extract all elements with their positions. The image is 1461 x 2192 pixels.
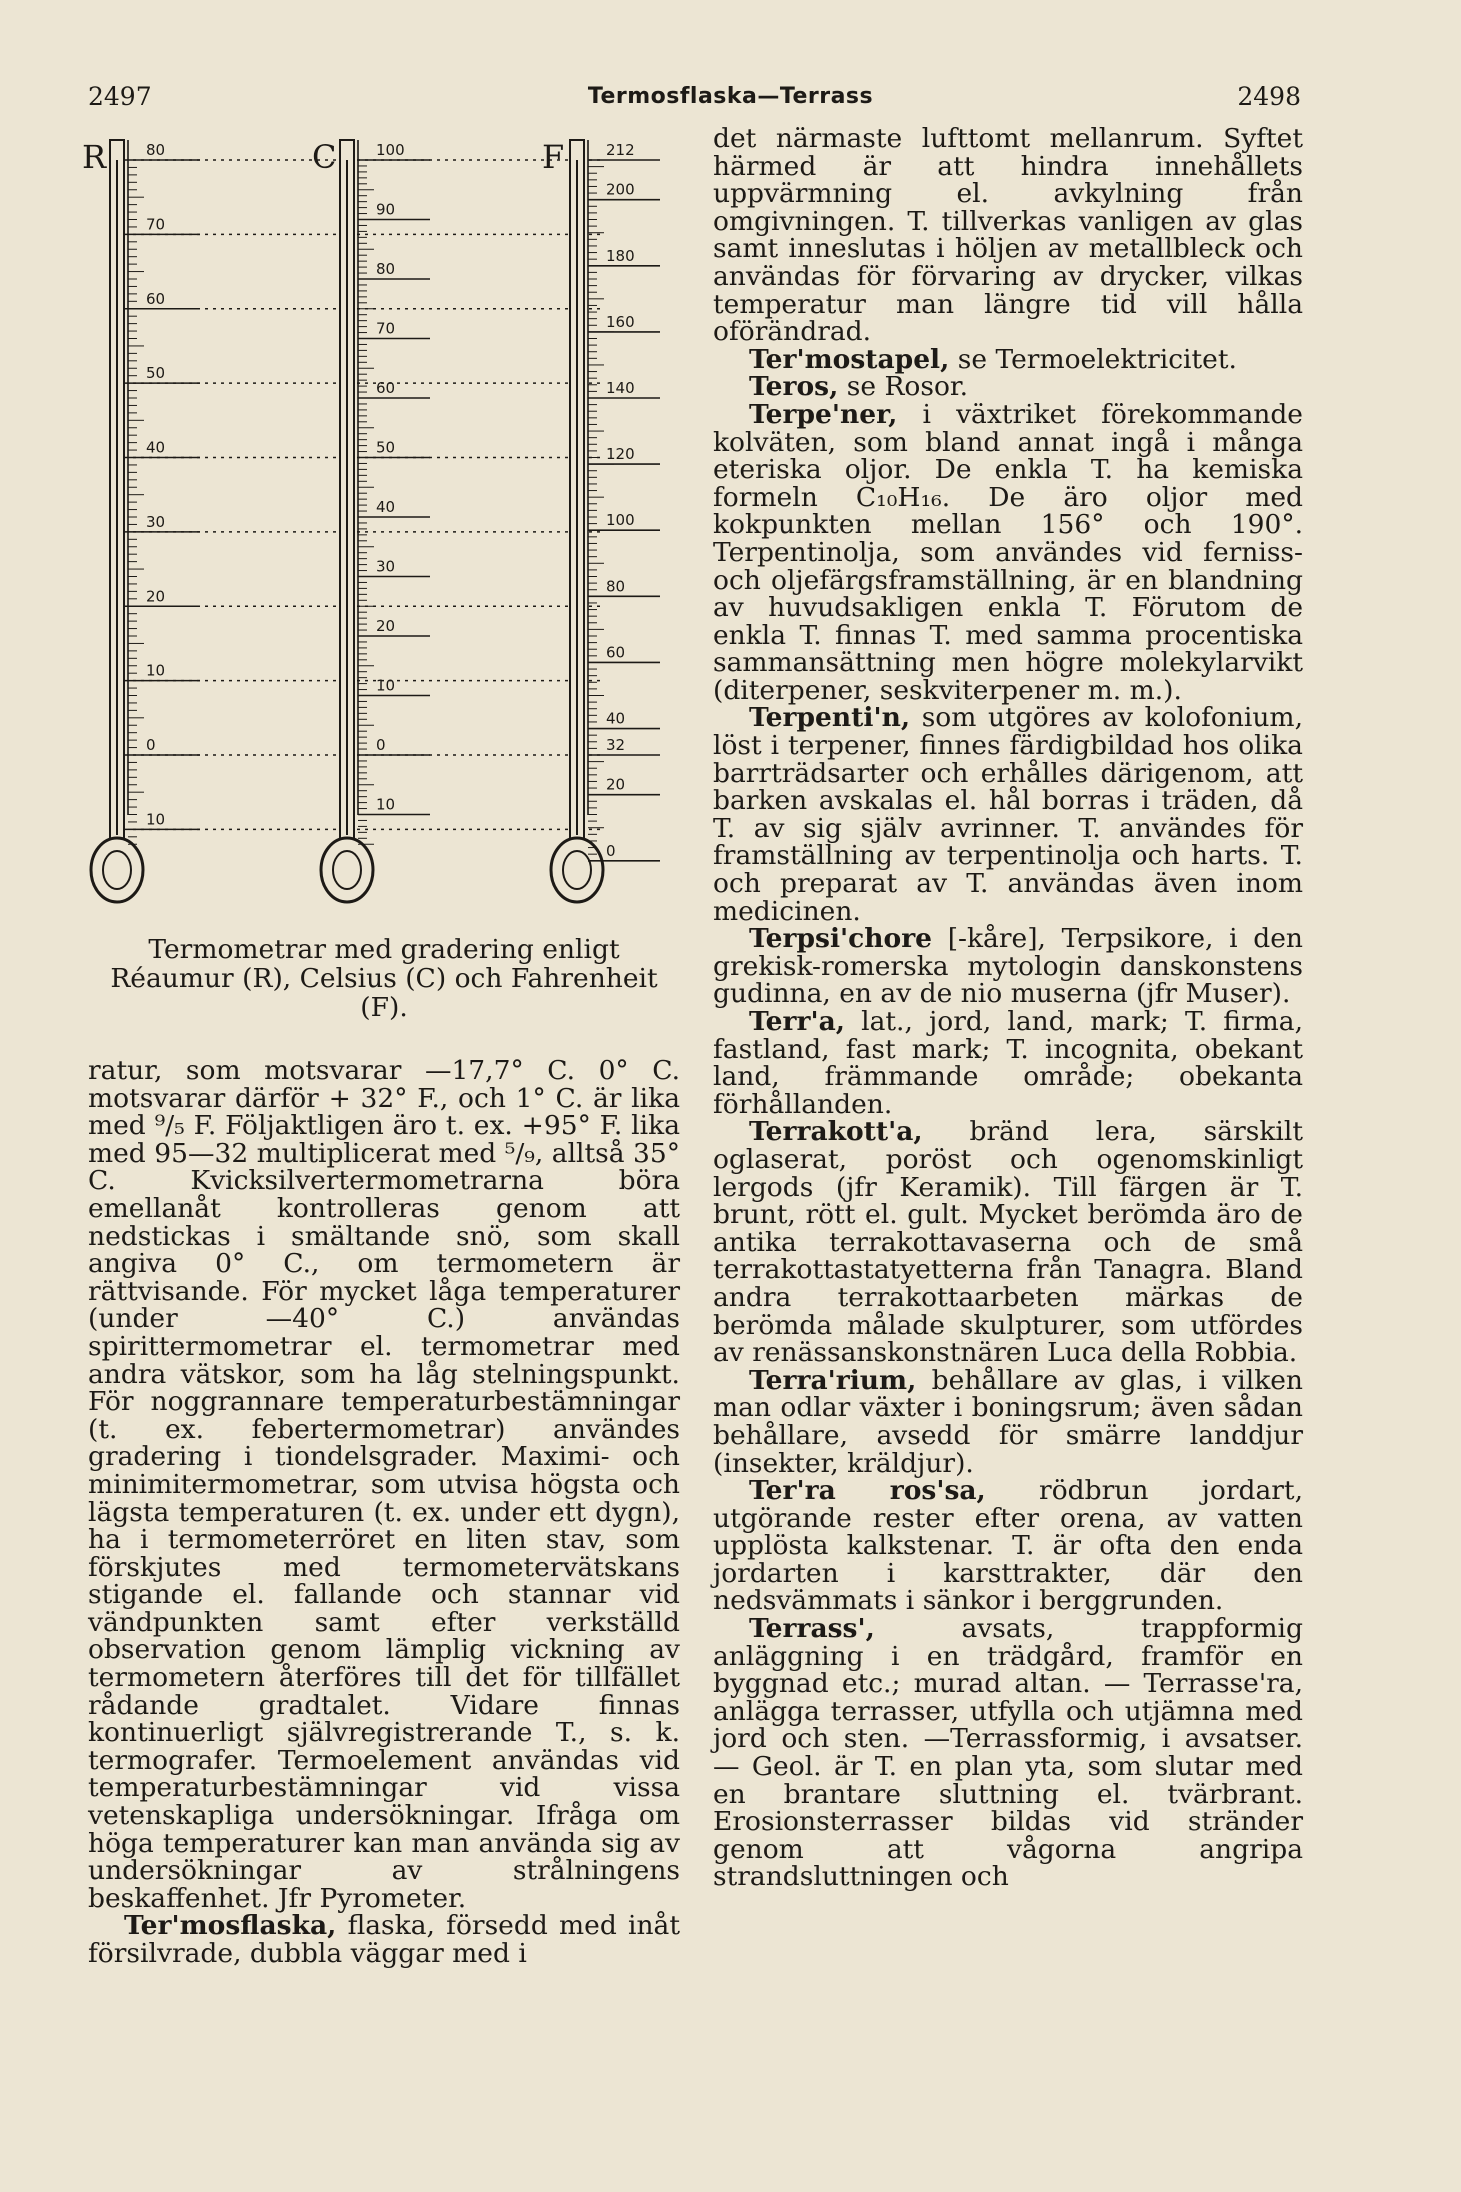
left-column: [88, 1057, 680, 1968]
scale-label: 10: [146, 661, 166, 680]
entry-headword: Terrakott'a,: [749, 1116, 923, 1148]
scale-label: 40: [376, 498, 396, 516]
scale-label: 80: [606, 577, 626, 596]
scale-label: 60: [376, 379, 396, 397]
scale-label: 30: [146, 512, 166, 531]
entry-text: i växtriket förekommande kolväten, som bland annat ingå i många eteriska oljor. De enkla T. ha kemiska formeln C₁₀H₁₆. De äro oljor med kokpunkten mellan 156° och 190°. Terpentinolja, som användes vid ferniss- och oljefärgsframställning, är en blandning av huvudsakligen enkla T. Förutom de enkla T. finnas T. med samma procentiska sammansättning men högre molekylarvikt (diterpener, seskviterpener m. m.).: [713, 398, 1303, 706]
scale-label: 70: [376, 319, 396, 338]
dictionary-entry: [713, 1477, 1303, 1615]
dictionary-entry: [713, 925, 1303, 1008]
entry-headword: Terr'a,: [749, 1006, 845, 1037]
scale-letter: R: [82, 138, 107, 176]
dictionary-entry: [88, 1912, 680, 1967]
entry-headword: Teros,: [749, 371, 839, 403]
entry-continuation: [713, 125, 1303, 346]
scale-label: 60: [606, 643, 626, 662]
scale-label: 30: [376, 557, 396, 576]
scale-label: 200: [606, 180, 635, 199]
scale-label: 120: [606, 445, 635, 464]
entry-text: bränd lera, särskilt oglaserat, poröst och ogenomskinligt lergods (jfr Keramik). Till färgen är T. brunt, rött el. gult. Mycket berömda äro de antika terrakottavaserna och de små terrakottastatyetterna från Tanagra. Bland andra terrakottaarbeten märkas de berömda målade skulpturer, som utfördes av renässanskonstnären Luca della Robbia.: [713, 1116, 1303, 1369]
thermometer-figure: [80, 125, 680, 935]
entry-text: lat., jord, land, mark; T. firma, fastland, fast mark; T. incognita, obekant land, främmande område; obekanta förhållanden.: [713, 1006, 1303, 1120]
entry-text: se Rosor.: [838, 371, 969, 403]
scale-label: 180: [606, 246, 635, 265]
scale-label: 70: [146, 215, 166, 234]
entry-continuation: [88, 1057, 680, 1912]
scale-label: 20: [606, 775, 626, 794]
entry-headword: Terpenti'n,: [749, 702, 911, 734]
entry-text: se Termoelektricitet.: [949, 343, 1237, 375]
scale-label: 20: [146, 587, 166, 606]
entry-headword: Ter'mostapel,: [749, 343, 950, 375]
scale-label: 90: [376, 200, 396, 219]
scale-label: 100: [606, 511, 635, 530]
page-number-right: 2498: [1237, 82, 1301, 111]
scale-label: 80: [146, 141, 166, 159]
entry-headword: Terpsi'chore: [749, 923, 933, 955]
entry-headword: Terpe'ner,: [749, 398, 898, 430]
entry-text: som utgöres av kolofonium, löst i terpener, finnes färdigbildad hos olika barrträdsarter och erhålles därigenom, att barken avskalas el. hål borras i träden, då T. av sig själv avrinner. T. användes för framställning av terpentinolja och harts. T. och preparat av T. användas även inom medicinen.: [713, 702, 1303, 927]
scale-label: 50: [376, 438, 396, 457]
scale-label: 10: [146, 810, 166, 829]
entry-text: [-kåre], Terpsikore, i den grekisk-romerska mytologin danskonstens gudinna, en av de nio muserna (jfr Muser).: [713, 923, 1303, 1010]
scale-label: 60: [146, 289, 166, 308]
scale-label: 160: [606, 312, 635, 331]
scale-letter: F: [542, 138, 565, 176]
entry-headword: Ter'ra ros'sa,: [749, 1475, 986, 1507]
entry-text: ratur, som motsvarar —17,7° C. 0° C. motsvarar därför + 32° F., och 1° C. är lika med ⁹/₅ F. Följaktligen äro t. ex. +95° F. lika med 95—32 multiplicerat med ⁵/₉, alltså 35° C. Kvicksilvertermometrarna böra emellanåt kontrolleras genom att nedstickas i smältande snö, som skall angiva 0° C., om termometern är rättvisande. För mycket låga temperaturer (under —40° C.) användas spirittermometrar el. termometrar med andra vätskor, som ha låg stelningspunkt. För noggrannare temperaturbestämningar (t. ex. febertermometrar) användes gradering i tiondelsgrader. Maximi- och minimitermometrar, som utvisa högsta och lägsta temperaturen (t. ex. under ett dygn), ha i termometerröret en liten stav, som förskjutes med termometervätskans stigande el. fallande och stannar vid vändpunkten samt efter verkställd observation genom lämplig vickning av termometern återföres till det för tillfället rådande gradtalet. Vidare finnas kontinuerligt självregistrerande T., s. k. termografer. Termoelement användas vid temperaturbestämningar vid vissa vetenskapliga undersökningar. Ifråga om höga temperaturer kan man använda sig av undersökningar av strålningens beskaffenhet. Jfr Pyrometer.: [88, 1055, 680, 1914]
scale-label: 20: [376, 617, 396, 635]
entry-text: rödbrun jordart, utgörande rester efter orena, av vatten upplösta kalkstenar. T. är ofta den enda jordarten i karsttrakter, där den nedsvämmats i sänkor i berggrunden.: [713, 1475, 1303, 1617]
dictionary-entry: [713, 373, 1303, 401]
entry-headword: Terrass',: [749, 1613, 875, 1645]
entry-text: avsats, trappformig anläggning i en trädgård, framför en byggnad etc.; murad altan. — Terrasse'ra, anlägga terrasser, utfylla och utjämna med jord och sten. —Terrassformig, i avsatser. — Geol. är T. en plan yta, som slutar med en brantare sluttning el. tvärbrant. Erosionsterrasser bildas vid stränder genom att vågorna angripa strandsluttningen och: [713, 1613, 1303, 1893]
running-title: Termosflaska—Terrass: [587, 84, 874, 109]
scale-label: 0: [606, 841, 616, 860]
thermometer-bulb: [91, 838, 143, 902]
dictionary-entry: [713, 1008, 1303, 1118]
figure-caption: Termometrar med gradering enligt Réaumur (R), Celsius (C) och Fahrenheit (F).: [110, 934, 658, 1023]
scale-label: 0: [376, 736, 386, 754]
scale-label: 50: [146, 364, 166, 383]
dictionary-entry: [713, 398, 1303, 706]
dictionary-entry: [713, 1615, 1303, 1891]
scale-label: 10: [376, 676, 396, 695]
scale-label: 40: [146, 438, 166, 457]
scale-label: 140: [606, 379, 635, 397]
entry-text: behållare av glas, i vilken man odlar växter i boningsrum; även sådan behållare, avsedd för smärre landdjur (insekter, kräldjur).: [713, 1364, 1303, 1479]
scale-letter: C: [312, 138, 337, 176]
entry-headword: Ter'mosflaska,: [124, 1910, 337, 1942]
dictionary-entry: [713, 704, 1303, 925]
page-number-left: 2497: [88, 82, 152, 111]
scale-label: 40: [606, 709, 626, 728]
dictionary-entry: [713, 1116, 1303, 1369]
right-column: [713, 125, 1303, 1891]
thermometer-bulb: [321, 838, 373, 902]
scale-label: 80: [376, 260, 396, 278]
dictionary-entry: [713, 1364, 1303, 1479]
scale-label: 32: [606, 736, 626, 754]
dictionary-entry: [713, 343, 1303, 375]
entry-text: flaska, försedd med inåt försilvrade, dubbla väggar med i: [88, 1910, 680, 1969]
scale-label: 100: [376, 141, 405, 159]
scale-label: 0: [146, 736, 156, 754]
entry-headword: Terra'rium,: [749, 1364, 917, 1396]
entry-text: det närmaste lufttomt mellanrum. Syftet härmed är att hindra innehållets uppvärmning el. avkylning från omgivningen. T. tillverkas vanligen av glas samt inneslutas i höljen av metallbleck och användas för förvaring av drycker, vilkas temperatur man längre tid vill hålla oförändrad.: [713, 123, 1303, 348]
scale-label: 10: [376, 795, 396, 814]
scale-label: 212: [606, 141, 635, 159]
